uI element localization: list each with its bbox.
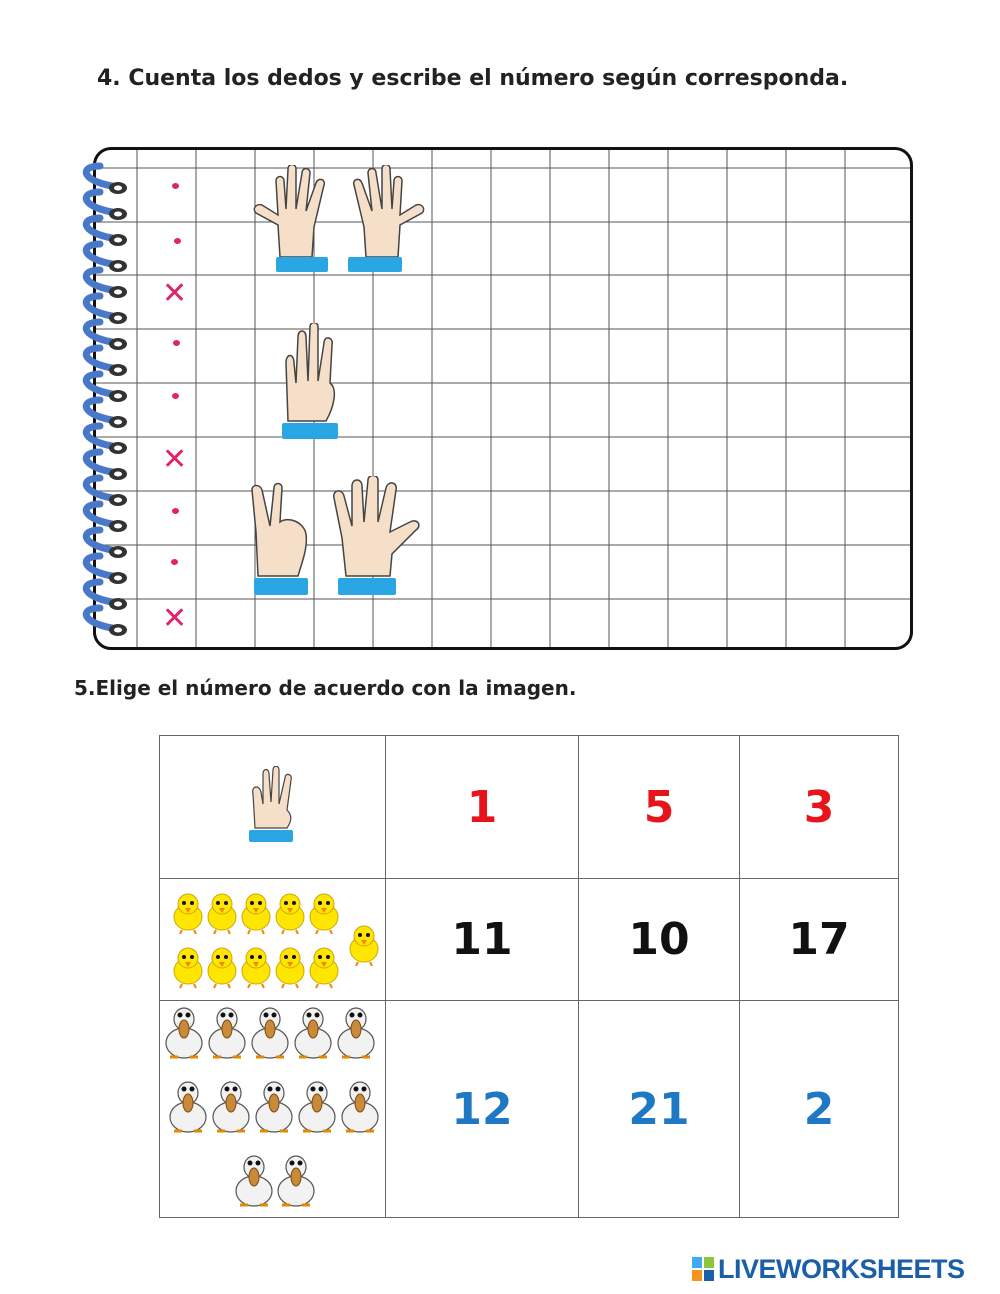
picture-cell [160, 879, 386, 1001]
grid-lines [96, 150, 913, 650]
number-option[interactable]: 12 [451, 1083, 513, 1135]
spiral-binding [70, 160, 132, 650]
table-row [160, 1001, 899, 1218]
section-5-title: 5.Elige el número de acuerdo con la imagen. [74, 676, 577, 700]
liveworksheets-logo [692, 1254, 965, 1284]
number-option[interactable]: 17 [788, 914, 850, 965]
logo-text: LIVEWORKSHEETS [718, 1253, 965, 1284]
option-cell[interactable] [740, 879, 899, 1001]
hand-five-fingers-icon [342, 165, 426, 275]
dot-mark [172, 508, 179, 514]
number-option[interactable]: 2 [803, 1083, 835, 1135]
multiply-mark: ✕ [162, 442, 188, 477]
option-cell[interactable] [579, 736, 740, 879]
option-cell[interactable] [386, 1001, 579, 1218]
dot-mark [171, 559, 178, 565]
option-cell[interactable] [386, 879, 579, 1001]
hand-two-fingers-icon [250, 482, 310, 597]
ducks-group-icon [162, 1001, 384, 1213]
logo-blocks-icon [692, 1257, 714, 1281]
chicks-group-icon [164, 883, 382, 993]
option-cell[interactable] [740, 736, 899, 879]
picture-cell [160, 1001, 386, 1218]
number-option[interactable]: 10 [628, 914, 690, 965]
hand-five-fingers-icon [332, 476, 422, 598]
hand-five-fingers-icon [252, 165, 334, 275]
hand-four-fingers-icon [278, 323, 342, 441]
dot-mark [172, 183, 179, 189]
notebook-grid [93, 147, 913, 650]
number-option[interactable]: 1 [466, 781, 498, 833]
dot-mark [172, 393, 179, 399]
choice-table [159, 735, 899, 1218]
number-option[interactable]: 3 [803, 781, 835, 833]
picture-cell [160, 736, 386, 879]
dot-mark [174, 238, 181, 244]
dot-mark [173, 340, 180, 346]
option-cell[interactable] [386, 736, 579, 879]
number-option[interactable]: 11 [451, 914, 513, 965]
hand-three-fingers-icon [247, 766, 299, 844]
multiply-mark: ✕ [162, 276, 188, 311]
option-cell[interactable] [740, 1001, 899, 1218]
number-option[interactable]: 5 [643, 781, 675, 833]
option-cell[interactable] [579, 879, 740, 1001]
option-cell[interactable] [579, 1001, 740, 1218]
section-4-title: 4. Cuenta los dedos y escribe el número según corresponda. [97, 66, 849, 91]
table-row [160, 736, 899, 879]
multiply-mark: ✕ [162, 601, 188, 636]
number-option[interactable]: 21 [628, 1083, 690, 1135]
table-row [160, 879, 899, 1001]
